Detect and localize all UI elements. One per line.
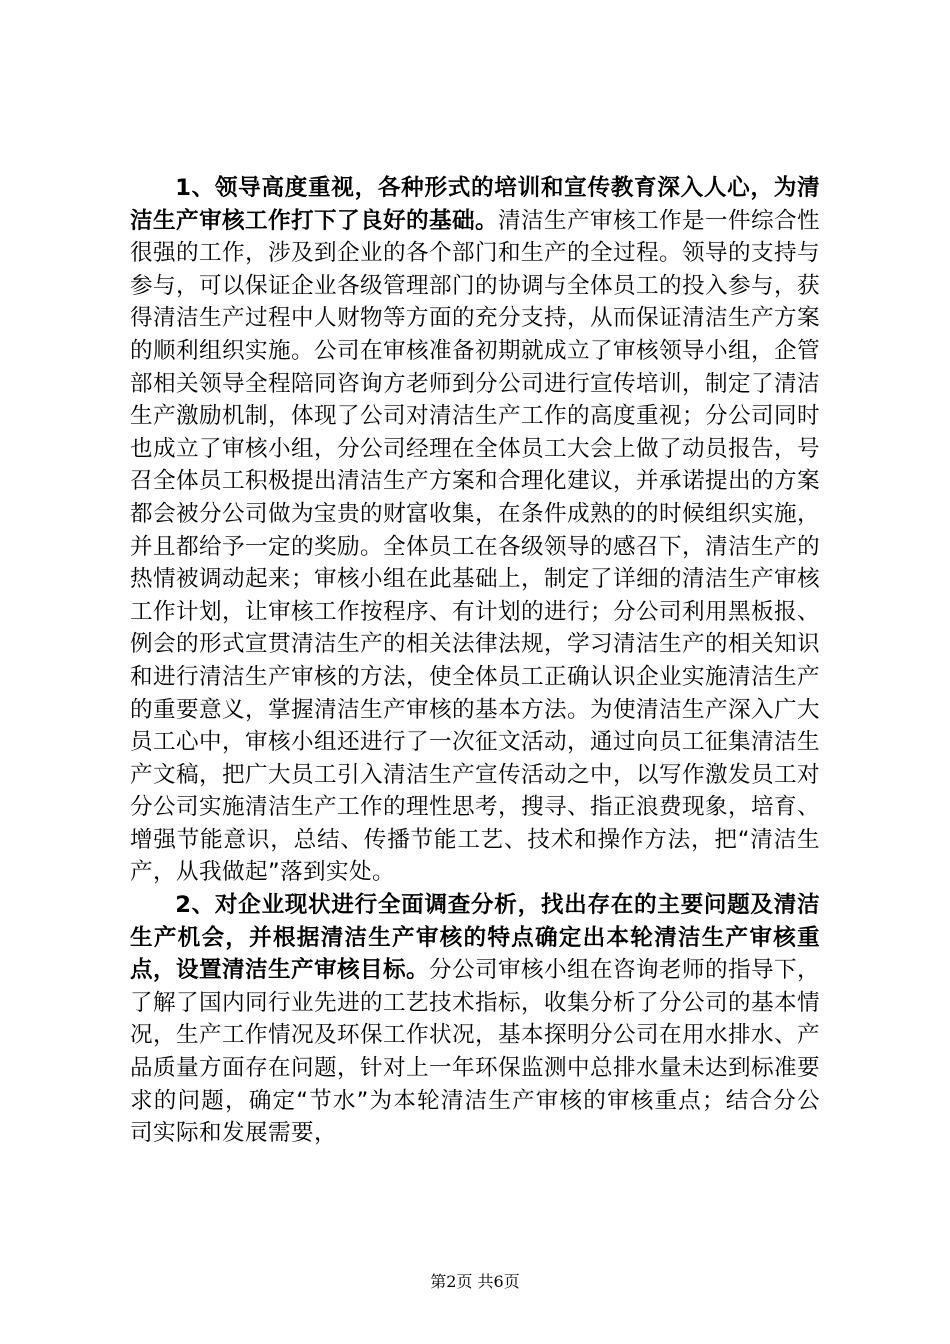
paragraph-1-lead: 1、领导高度重视，各种形式的培训和宣传教育深入人心，为清洁生产审核工作打下了良好的基础。 bbox=[130, 175, 820, 234]
paragraph-1-body: 清洁生产审核工作是一件综合性很强的工作，涉及到企业的各个部门和生产的全过程。领导的支持与参与，可以保证企业各级管理部门的协调与全体员工的投入参与，获得清洁生产过程中人财物等方面的充分支持，从而保证清洁生产方案的顺利组织实施。公司在审核准备初期就成立了审核领导小组，企管部相关领导全程陪同咨询方老师到分公司进行宣传培训，制定了清洁生产激励机制，体现了公司对清洁生产工作的高度重视；分公司同时也成立了审核小组，分公司经理在全体员工大会上做了动员报告，号召全体员工积极提出清洁生产方案和合理化建议，并承诺提出的方案都会被分公司做为宝贵的财富收集，在条件成熟的的时候组织实施，并且都给予一定的奖励。全体员工在各级领导的感召下，清洁生产的热情被调动起来；审核小组在此基础上，制定了详细的清洁生产审核工作计划，让审核工作按程序、有计划的进行；分公司利用黑板报、例会的形式宣贯清洁生产的相关法律法规，学习清洁生产的相关知识和进行清洁生产审核的方法，使全体员工正确认识企业实施清洁生产的重要意义，掌握清洁生产审核的基本方法。为使清洁生产深入广大员工心中，审核小组还进行了一次征文活动，通过向员工征集清洁生产文稿，把广大员工引入清洁生产宣传活动之中，以写作激发员工对分公司实施清洁生产工作的理性思考，搜寻、指正浪费现象，培育、增强节能意识，总结、传播节能工艺、技术和操作方法，把“清洁生产，从我做起”落到实处。 bbox=[130, 207, 820, 886]
paragraph-2-lead: 2、对企业现状进行全面调查分析，找出存在的主要问题及清洁生产机会，并根据清洁生产审核的特点确定出本轮清洁生产审核重点，设置清洁生产审核目标。 bbox=[130, 892, 820, 984]
document-body bbox=[130, 172, 820, 1150]
paragraph-2-body: 分公司审核小组在咨询老师的指导下，了解了国内同行业先进的工艺技术指标，收集分析了分公司的基本情况，生产工作情况及环保工作状况，基本探明分公司在用水排水、产品质量方面存在问题，针对上一年环保监测中总排水量未达到标准要求的问题，确定“节水”为本轮清洁生产审核的审核重点；结合分公司实际和发展需要， bbox=[130, 957, 820, 1147]
page-footer: 第2页 共6页 bbox=[430, 1272, 520, 1291]
paragraph-2 bbox=[130, 889, 820, 1150]
paragraph-1 bbox=[130, 172, 820, 889]
